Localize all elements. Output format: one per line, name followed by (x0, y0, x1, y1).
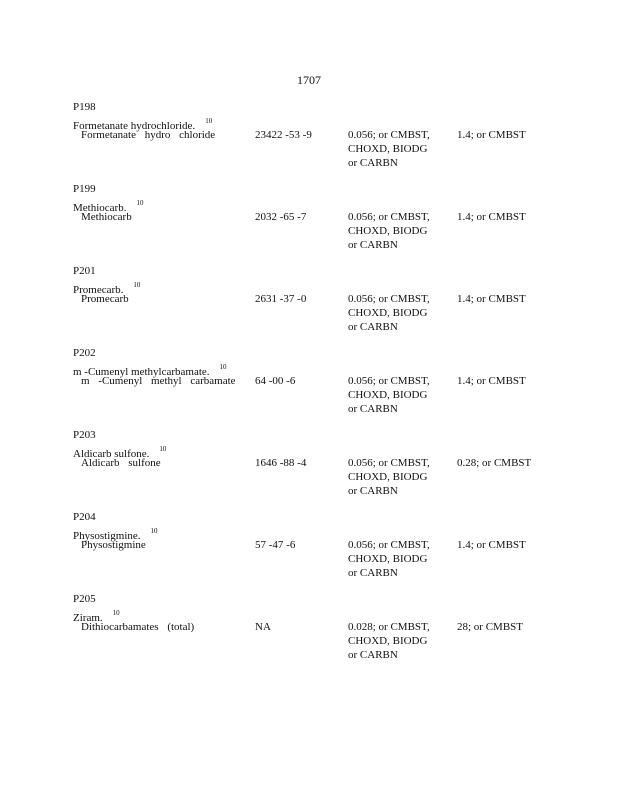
wastewater-line: CHOXD, BIODG (348, 635, 428, 647)
waste-code: P201 (73, 265, 96, 277)
wastewater-line: 0.056; or CMBST, (348, 211, 430, 223)
cas-number: 64 -00 -6 (255, 375, 296, 387)
waste-title: Formetanate hydrochloride. (73, 120, 196, 132)
waste-code-entry (0, 428, 618, 510)
nonwastewater-standard: 1.4; or CMBST (457, 211, 526, 223)
wastewater-standard (348, 374, 448, 416)
wastewater-standard (348, 456, 448, 498)
waste-code-entry (0, 346, 618, 428)
waste-title: m -Cumenyl methylcarbamate. (73, 366, 210, 378)
waste-code: P203 (73, 429, 96, 441)
waste-code-entry (0, 100, 618, 182)
waste-code: P199 (73, 183, 96, 195)
waste-title: Promecarb. (73, 284, 124, 296)
nonwastewater-standard: 28; or CMBST (457, 621, 524, 633)
page-number: 1707 (297, 73, 321, 87)
wastewater-line: 0.028; or CMBST, (348, 621, 430, 633)
wastewater-line: or CARBN (348, 157, 398, 169)
wastewater-line: 0.056; or CMBST, (348, 293, 430, 305)
wastewater-line: or CARBN (348, 239, 398, 251)
cas-number: 2032 -65 -7 (255, 211, 307, 223)
wastewater-line: or CARBN (348, 321, 398, 333)
nonwastewater-standard: 1.4; or CMBST (457, 293, 526, 305)
waste-code: P198 (73, 101, 96, 113)
wastewater-standard (348, 538, 448, 580)
waste-code-entry (0, 264, 618, 346)
regulated-constituent: Methiocarb (81, 211, 132, 223)
waste-title: Aldicarb sulfone. (73, 448, 150, 460)
wastewater-line: CHOXD, BIODG (348, 471, 428, 483)
wastewater-line: 0.056; or CMBST, (348, 129, 430, 141)
waste-code-entries (0, 100, 618, 674)
wastewater-standard (348, 210, 448, 252)
wastewater-line: CHOXD, BIODG (348, 553, 428, 565)
wastewater-line: or CARBN (348, 403, 398, 415)
footnote-marker: 10 (205, 117, 213, 125)
footnote-marker: 10 (159, 445, 167, 453)
waste-code: P204 (73, 511, 96, 523)
wastewater-line: or CARBN (348, 485, 398, 497)
wastewater-line: 0.056; or CMBST, (348, 539, 430, 551)
regulated-constituent: Promecarb (81, 293, 129, 305)
wastewater-line: or CARBN (348, 649, 398, 661)
wastewater-line: 0.056; or CMBST, (348, 457, 430, 469)
nonwastewater-standard: 1.4; or CMBST (457, 129, 526, 141)
wastewater-line: CHOXD, BIODG (348, 143, 428, 155)
wastewater-standard (348, 292, 448, 334)
waste-title: Physostigmine. (73, 530, 141, 542)
cas-number: NA (255, 621, 271, 633)
cas-number: 23422 -53 -9 (255, 129, 312, 141)
nonwastewater-standard: 0.28; or CMBST (457, 457, 532, 469)
waste-code-entry (0, 592, 618, 674)
regulated-constituent: m -Cumenyl methyl carbamate (81, 375, 236, 387)
cas-number: 1646 -88 -4 (255, 457, 307, 469)
wastewater-standard (348, 128, 448, 170)
wastewater-line: or CARBN (348, 567, 398, 579)
waste-code-entry (0, 510, 618, 592)
wastewater-standard (348, 620, 448, 662)
wastewater-line: CHOXD, BIODG (348, 389, 428, 401)
footnote-marker: 10 (219, 363, 227, 371)
waste-code-entry (0, 182, 618, 264)
footnote-marker: 10 (150, 527, 158, 535)
regulated-constituent: Physostigmine (81, 539, 146, 551)
regulated-constituent: Dithiocarbamates (total) (81, 621, 195, 633)
cas-number: 2631 -37 -0 (255, 293, 307, 305)
wastewater-line: CHOXD, BIODG (348, 307, 428, 319)
regulated-constituent: Formetanate hydro chloride (81, 129, 216, 141)
regulated-constituent: Aldicarb sulfone (81, 457, 161, 469)
footnote-marker: 10 (136, 199, 144, 207)
nonwastewater-standard: 1.4; or CMBST (457, 539, 526, 551)
footnote-marker: 10 (133, 281, 141, 289)
waste-code: P205 (73, 593, 96, 605)
waste-code: P202 (73, 347, 96, 359)
nonwastewater-standard: 1.4; or CMBST (457, 375, 526, 387)
cas-number: 57 -47 -6 (255, 539, 296, 551)
wastewater-line: 0.056; or CMBST, (348, 375, 430, 387)
footnote-marker: 10 (112, 609, 120, 617)
waste-title: Ziram. (73, 612, 103, 624)
waste-title: Methiocarb. (73, 202, 127, 214)
wastewater-line: CHOXD, BIODG (348, 225, 428, 237)
